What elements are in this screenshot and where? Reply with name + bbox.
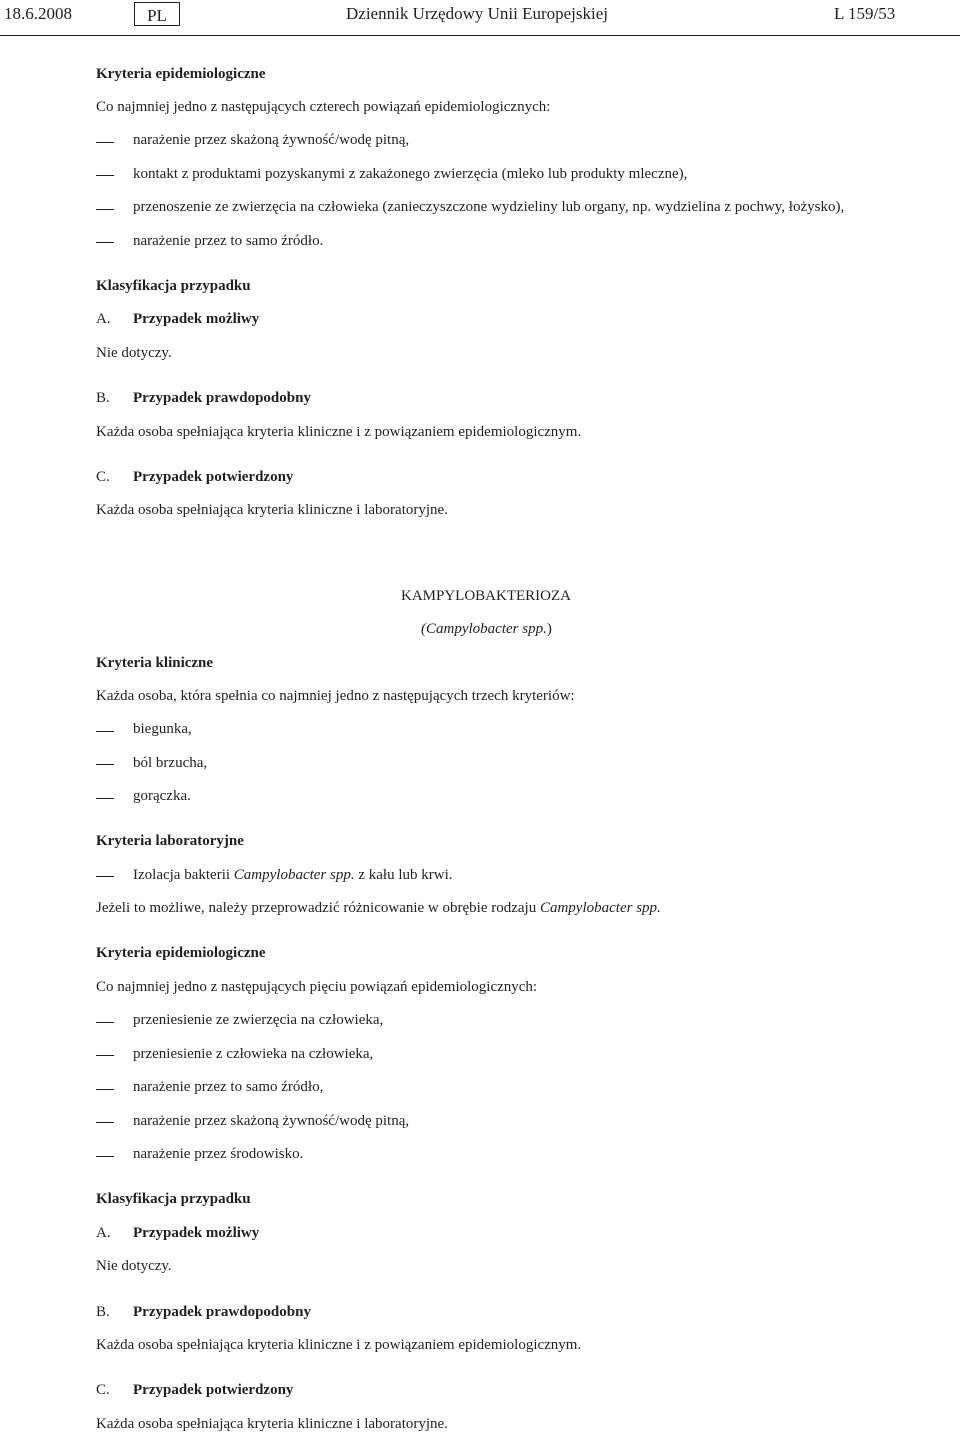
case-text-probable: Każda osoba spełniająca kryteria kliniczne i z powiązaniem epidemiologicznym. bbox=[96, 424, 582, 440]
journal-title: Dziennik Urzędowy Unii Europejskiej bbox=[346, 4, 609, 23]
case-title-confirmed: Przypadek potwierdzony bbox=[133, 1382, 294, 1398]
lab-note-genus: Campylobacter spp. bbox=[539, 900, 661, 916]
disease-title: KAMPYLOBAKTERIOZA bbox=[401, 588, 571, 604]
dash bbox=[96, 798, 114, 799]
case-letter-a: A. bbox=[96, 311, 111, 327]
header-rule bbox=[0, 35, 960, 36]
dash bbox=[96, 1156, 114, 1157]
lab-item bbox=[133, 868, 453, 883]
lab-item-genus: Campylobacter spp. bbox=[233, 867, 355, 883]
case-letter-c: C. bbox=[96, 469, 110, 485]
dash bbox=[96, 1122, 114, 1123]
clin-intro: Każda osoba, która spełnia co najmniej jedno z następujących trzech kryteriów: bbox=[96, 688, 575, 704]
case-letter-c: C. bbox=[96, 1382, 110, 1398]
subtitle-genus: Campylobacter spp. bbox=[426, 621, 547, 637]
case-text-possible: Nie dotyczy. bbox=[96, 1258, 172, 1274]
dash bbox=[96, 876, 114, 877]
lab-note bbox=[96, 901, 661, 916]
header-date: 18.6.2008 bbox=[4, 4, 72, 23]
case-title-possible: Przypadek możliwy bbox=[133, 311, 260, 327]
case-title-probable: Przypadek prawdopodobny bbox=[133, 390, 311, 406]
clin-heading: Kryteria kliniczne bbox=[96, 655, 214, 671]
class-heading-1: Klasyfikacja przypadku bbox=[96, 278, 251, 294]
dash bbox=[96, 209, 114, 210]
epi-heading-1: Kryteria epidemiologiczne bbox=[96, 66, 266, 82]
dash bbox=[96, 731, 114, 732]
case-text-confirmed: Każda osoba spełniająca kryteria kliniczne i laboratoryjne. bbox=[96, 502, 448, 518]
lab-heading: Kryteria laboratoryjne bbox=[96, 833, 244, 849]
case-title-confirmed: Przypadek potwierdzony bbox=[133, 469, 294, 485]
case-text-possible: Nie dotyczy. bbox=[96, 345, 172, 361]
case-text-probable: Każda osoba spełniająca kryteria kliniczne i z powiązaniem epidemiologicznym. bbox=[96, 1337, 582, 1353]
lab-item-pre: Izolacja bakterii bbox=[133, 867, 234, 883]
epi-intro-2: Co najmniej jedno z następujących pięciu powiązań epidemiologicznych: bbox=[96, 979, 538, 995]
list-item: przeniesienie z człowieka na człowieka, bbox=[133, 1046, 374, 1062]
language-badge bbox=[134, 2, 180, 26]
dash bbox=[96, 1089, 114, 1090]
case-title-probable: Przypadek prawdopodobny bbox=[133, 1304, 311, 1320]
dash bbox=[96, 175, 114, 176]
lab-item-post: z kału lub krwi. bbox=[354, 867, 453, 883]
case-title-possible: Przypadek możliwy bbox=[133, 1225, 260, 1241]
disease-subtitle bbox=[421, 622, 552, 637]
case-letter-b: B. bbox=[96, 1304, 110, 1320]
list-item: gorączka. bbox=[133, 788, 191, 804]
list-item: przenoszenie ze zwierzęcia na człowieka (zanieczyszczone wydzieliny lub organy, np. wydzielina z pochwy, łożysko), bbox=[133, 199, 845, 215]
dash bbox=[96, 1022, 114, 1023]
list-item: kontakt z produktami pozyskanymi z zakażonego zwierzęcia (mleko lub produkty mleczne), bbox=[133, 166, 688, 182]
list-item: narażenie przez to samo źródło. bbox=[133, 233, 324, 249]
subtitle-close: ) bbox=[546, 621, 552, 637]
list-item: biegunka, bbox=[133, 721, 192, 737]
case-letter-a: A. bbox=[96, 1225, 111, 1241]
epi-heading-2: Kryteria epidemiologiczne bbox=[96, 945, 266, 961]
list-item: narażenie przez skażoną żywność/wodę pitną, bbox=[133, 1113, 410, 1129]
list-item: narażenie przez to samo źródło, bbox=[133, 1079, 324, 1095]
dash bbox=[96, 142, 114, 143]
list-item: narażenie przez środowisko. bbox=[133, 1146, 304, 1162]
list-item: narażenie przez skażoną żywność/wodę pitną, bbox=[133, 132, 410, 148]
subtitle-open: ( bbox=[421, 621, 426, 637]
list-item: ból brzucha, bbox=[133, 755, 208, 771]
case-text-confirmed: Każda osoba spełniająca kryteria kliniczne i laboratoryjne. bbox=[96, 1416, 448, 1432]
language-code: PL bbox=[147, 6, 167, 25]
dash bbox=[96, 764, 114, 765]
dash bbox=[96, 1055, 114, 1056]
lab-note-pre: Jeżeli to możliwe, należy przeprowadzić różnicowanie w obrębie rodzaju bbox=[96, 900, 540, 916]
dash bbox=[96, 242, 114, 243]
class-heading-2: Klasyfikacja przypadku bbox=[96, 1191, 251, 1207]
case-letter-b: B. bbox=[96, 390, 110, 406]
page-number: L 159/53 bbox=[834, 4, 896, 23]
epi-intro-1: Co najmniej jedno z następujących czterech powiązań epidemiologicznych: bbox=[96, 99, 551, 115]
list-item: przeniesienie ze zwierzęcia na człowieka, bbox=[133, 1012, 384, 1028]
